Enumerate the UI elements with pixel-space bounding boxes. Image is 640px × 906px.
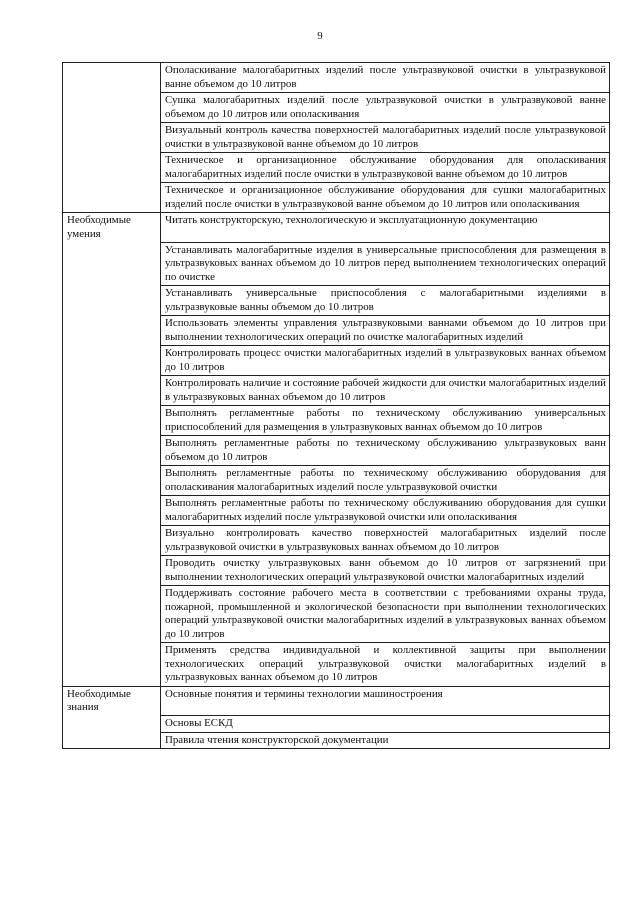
- section-label: [63, 436, 161, 466]
- section-label: [63, 316, 161, 346]
- section-label: [63, 556, 161, 586]
- section-label: [63, 153, 161, 183]
- section-label: [63, 406, 161, 436]
- section-label: Необходимые знания: [63, 686, 161, 716]
- section-label: [63, 242, 161, 286]
- table-row: [63, 406, 610, 436]
- table-row: [63, 286, 610, 316]
- requirement-item: Устанавливать малогабаритные изделия в универсальные приспособления для размещения в ультразвуковых ваннах объемом до 10 литров перед выполнением технологических операций по очистке: [161, 242, 610, 286]
- requirement-item: Техническое и организационное обслуживание оборудования для ополаскивания малогабаритных изделий после очистки в ультразвуковой ванне объемом до 10 литров: [161, 153, 610, 183]
- section-label: [63, 466, 161, 496]
- requirement-item: Ополаскивание малогабаритных изделий после ультразвуковой очистки в ультразвуковой ванне объемом до 10 литров: [161, 63, 610, 93]
- section-label: [63, 376, 161, 406]
- section-label: [63, 346, 161, 376]
- requirement-item: Применять средства индивидуальной и коллективной защиты при выполнении технологических операций ультразвуковой очистки малогабаритных изделий в ультразвуковых ваннах объемом до 10 литров: [161, 643, 610, 687]
- table-row: [63, 686, 610, 716]
- requirement-item: Выполнять регламентные работы по техническому обслуживанию ультразвуковых ванн объемом до 10 литров: [161, 436, 610, 466]
- requirement-item: Выполнять регламентные работы по техническому обслуживанию универсальных приспособлений для размещения в ультразвуковых ваннах объемом до 10 литров: [161, 406, 610, 436]
- section-label: [63, 732, 161, 749]
- table-row: [63, 242, 610, 286]
- table-row: [63, 153, 610, 183]
- requirement-item: Выполнять регламентные работы по техническому обслуживанию оборудования для ополаскивания малогабаритных изделий после ультразвуковой очистки: [161, 466, 610, 496]
- requirement-item: Поддерживать состояние рабочего места в соответствии с требованиями охраны труда, пожарной, промышленной и экологической безопасности при выполнении технологических операций ультразвуковой очистки малогабаритных изделий в ультразвуковых ваннах объемом до 10 литров: [161, 586, 610, 643]
- table-row: [63, 183, 610, 213]
- table-row: [63, 643, 610, 687]
- requirement-item: Устанавливать универсальные приспособления с малогабаритными изделиями в ультразвуковые ванны объемом до 10 литров: [161, 286, 610, 316]
- section-label: [63, 716, 161, 733]
- requirement-item: Основные понятия и термины технологии машиностроения: [161, 686, 610, 716]
- table-row: [63, 93, 610, 123]
- page-number: 9: [317, 30, 323, 42]
- section-label: [63, 526, 161, 556]
- table-row: [63, 526, 610, 556]
- requirement-item: Читать конструкторскую, технологическую и эксплуатационную документацию: [161, 213, 610, 243]
- requirement-item: Контролировать процесс очистки малогабаритных изделий в ультразвуковых ваннах объемом до 10 литров: [161, 346, 610, 376]
- section-label: [63, 496, 161, 526]
- requirement-item: Техническое и организационное обслуживание оборудования для сушки малогабаритных изделий после очистки в ультразвуковой ванне объемом до 10 литров или ополаскивания: [161, 183, 610, 213]
- requirement-item: Выполнять регламентные работы по техническому обслуживанию оборудования для сушки малогабаритных изделий после ультразвуковой очистки или ополаскивания: [161, 496, 610, 526]
- table-row: [63, 496, 610, 526]
- requirement-item: Правила чтения конструкторской документации: [161, 732, 610, 749]
- requirement-item: Контролировать наличие и состояние рабочей жидкости для очистки малогабаритных изделий в ультразвуковых ваннах объемом до 10 литров: [161, 376, 610, 406]
- table-row: [63, 436, 610, 466]
- requirement-item: Основы ЕСКД: [161, 716, 610, 733]
- table-row: [63, 716, 610, 733]
- table-row: [63, 586, 610, 643]
- requirement-item: Сушка малогабаритных изделий после ультразвуковой очистки в ультразвуковой ванне объемом до 10 литров или ополаскивания: [161, 93, 610, 123]
- table-row: [63, 556, 610, 586]
- requirement-item: Проводить очистку ультразвуковых ванн объемом до 10 литров от загрязнений при выполнении технологических операций ультразвуковой очистки малогабаритных изделий: [161, 556, 610, 586]
- section-label: [63, 643, 161, 687]
- requirement-item: Визуально контролировать качество поверхностей малогабаритных изделий после ультразвуковой очистки в ультразвуковых ваннах объемом до 10 литров: [161, 526, 610, 556]
- section-label: [63, 286, 161, 316]
- table-row: [63, 316, 610, 346]
- section-label: [63, 586, 161, 643]
- table-row: [63, 466, 610, 496]
- table-row: [63, 732, 610, 749]
- table-row: [63, 123, 610, 153]
- table-row: [63, 213, 610, 243]
- table-row: [63, 346, 610, 376]
- section-label: [63, 123, 161, 153]
- section-label: Необходимые умения: [63, 213, 161, 243]
- section-label: [63, 183, 161, 213]
- requirement-item: Использовать элементы управления ультразвуковыми ваннами объемом до 10 литров при выполнении технологических операций по очистке малогабаритных изделий: [161, 316, 610, 346]
- requirement-item: Визуальный контроль качества поверхностей малогабаритных изделий после ультразвуковой очистки в ультразвуковой ванне объемом до 10 литров: [161, 123, 610, 153]
- section-label: [63, 93, 161, 123]
- section-label: [63, 63, 161, 93]
- requirements-table: [62, 62, 610, 749]
- table-row: [63, 63, 610, 93]
- table-row: [63, 376, 610, 406]
